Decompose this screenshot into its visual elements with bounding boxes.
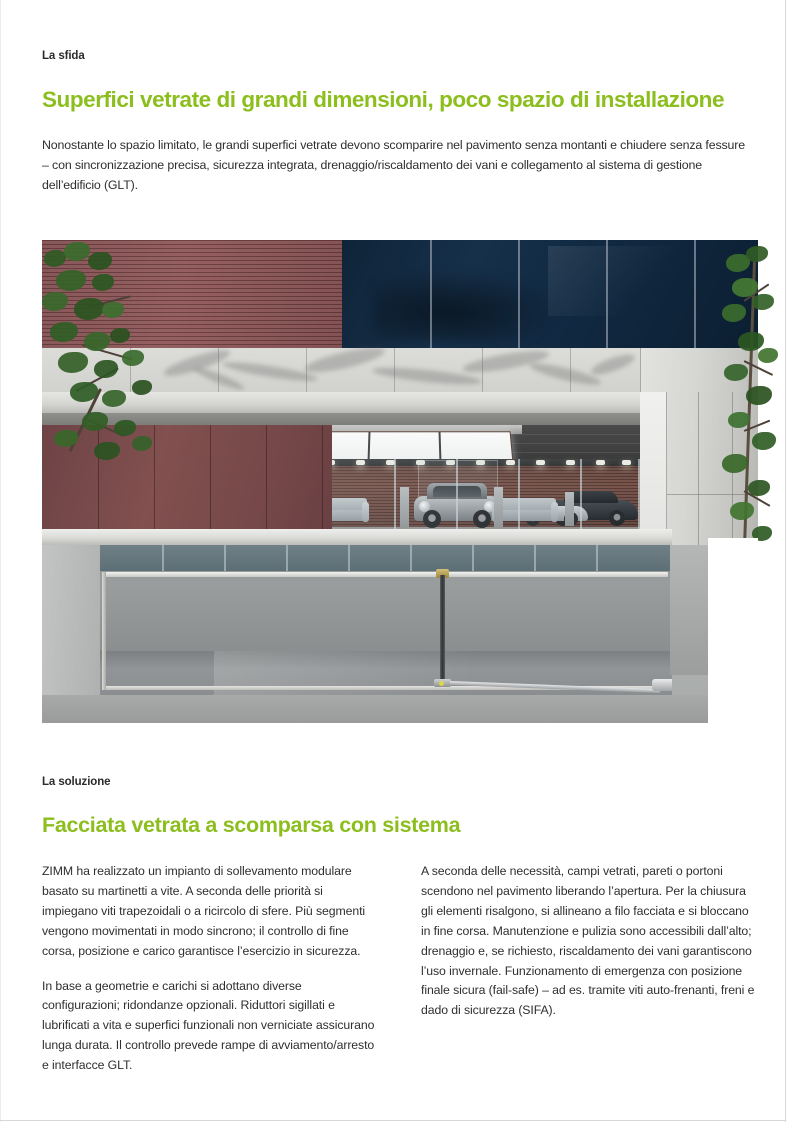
mullion [518, 459, 520, 531]
solution-headline: Facciata vetrata a scomparsa con sistema [42, 812, 461, 837]
upper-glazing [342, 240, 758, 348]
basement-outer-wall [42, 545, 102, 720]
page-edge-left [0, 0, 1, 1122]
showroom-glazing [332, 459, 642, 531]
branch-shadow [222, 359, 319, 385]
challenge-headline: Superfici vetrate di grandi dimensioni, poco spazio di installazione [42, 86, 725, 112]
solution-column-right [421, 862, 758, 1076]
solution-section [42, 776, 460, 838]
solution-columns [42, 862, 758, 1076]
branch-shadow [589, 351, 637, 379]
ground-floor-slab [42, 529, 672, 546]
branch-shadow [528, 359, 603, 389]
challenge-eyebrow: La sfida [42, 50, 85, 62]
glazing-sheen [548, 246, 698, 316]
lower-apron [42, 695, 708, 723]
retracted-glass-panels [100, 545, 672, 571]
bevel-gearbox [652, 679, 672, 691]
left-guide-post [102, 572, 106, 690]
screw-jack-gearbox-foot [434, 679, 451, 687]
tree-right [718, 240, 778, 570]
mullion [518, 240, 520, 348]
mullion [606, 240, 608, 348]
challenge-intro-text: Nonostante lo spazio limitato, le grandi superfici vetrate devono scomparire nel pavimento senza montanti e chiudere senza fessure – con sincronizzazione precisa, sicurezza integrata, drenaggio/riscaldamento dei vani e collegamento al sistema di gestione dell’edificio (GLT). [42, 138, 745, 193]
facade-section-render [42, 240, 758, 723]
mullion [456, 459, 458, 531]
tree-left [36, 240, 168, 465]
mullion [430, 240, 432, 348]
upper-guide-rail [102, 572, 668, 577]
mullion [694, 240, 696, 348]
solution-eyebrow: La soluzione [42, 776, 111, 788]
figure-step-mask-right [708, 538, 758, 723]
challenge-section [42, 50, 724, 113]
mullion [580, 459, 582, 531]
screw-jack-spindle [440, 575, 445, 683]
challenge-intro [42, 135, 754, 195]
solution-paragraph: A seconda delle necessità, campi vetrati, pareti o portoni scendono nel pavimento liberando l’apertura. Per la chiusura gli elementi risalgono, si allineano a filo facciata e si bloccano in fine corsa. Manutenzione e pulizia sono accessibili dall’alto; drenaggio e, se richiesto, riscaldamento dei vani garantiscono l’uso invernale. Funzionamento di emergenza con posizione finale sicura (fail-safe) – ad es. tramite viti auto-frenanti, freni e dado di sicurezza (SIFA). [421, 864, 755, 1018]
solution-paragraph: In base a geometrie e carichi si adottano diverse configurazioni; ridondanze opzionali. Riduttori sigillati e lubrificati a vita e superfici funzionali non verniciate assicurano lunga durata. Il controllo prevede rampe di avviamento/arresto e interfacce GLT. [42, 978, 375, 1073]
figure-step-mask-bottom [42, 723, 758, 729]
solution-column-left [42, 862, 379, 1076]
page-edge-bottom [0, 1120, 786, 1121]
page-edge-right [785, 0, 786, 1122]
branch-shadow [461, 346, 550, 376]
glazing-reflection [372, 268, 562, 342]
solution-paragraph: ZIMM ha realizzato un impianto di sollevamento modulare basato su martinetti a vite. A seconda delle priorità si impiegano viti trapezoidali o a ricircolo di sfere. Più segmenti vengono movimentati in modo sincrono; il controllo di fine corsa, posizione e carico garantisce l’esercizio in sicurezza. [42, 864, 366, 958]
mullion [394, 459, 396, 531]
basement-pit [100, 545, 672, 697]
basement-right-block [670, 545, 708, 675]
